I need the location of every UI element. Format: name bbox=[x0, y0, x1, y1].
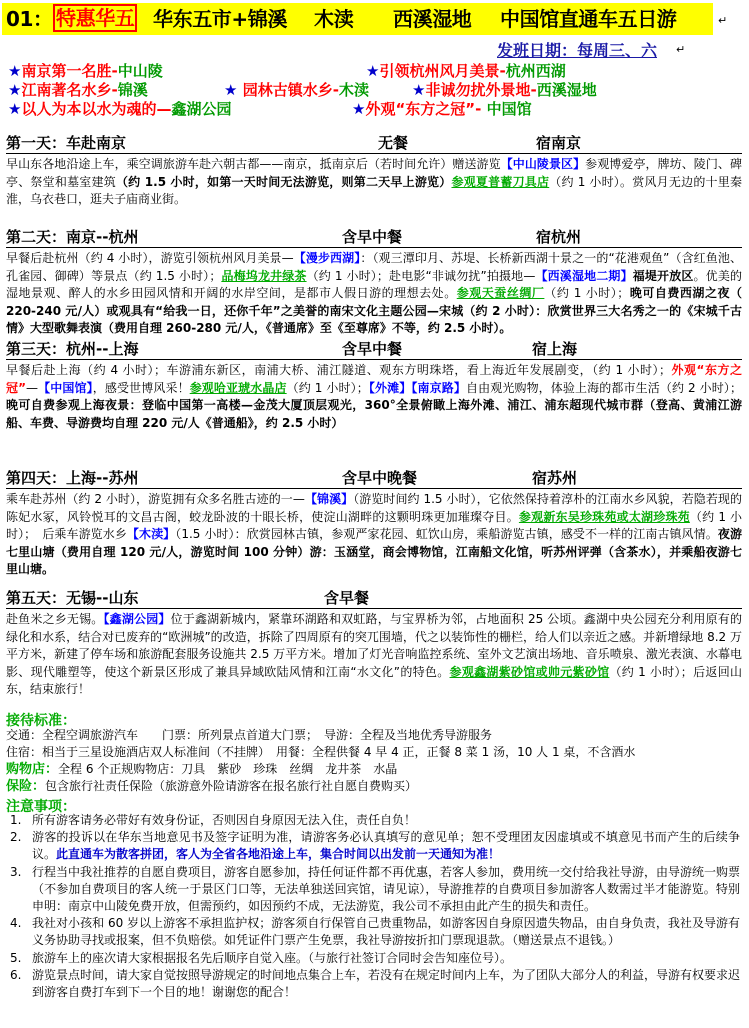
title-main: 华东五市+锦溪 bbox=[153, 7, 287, 31]
star-icon: ★ bbox=[8, 62, 22, 80]
standards-title: 接待标准： bbox=[6, 713, 76, 729]
highlight-item: ★外观“东方之冠”- 中国馆 bbox=[352, 100, 532, 118]
day-header bbox=[6, 339, 742, 360]
note-item: 2. 游客的投诉以在华东当地意见书及签字证明为准，请游客务必认真填写的意见单；恕不受理团友因虚填或不填意见书而产生的后续争议。此直通车为散客拼团，客人为全省各地沿途上车，集合时间以出发前一天通知为准！ bbox=[10, 830, 740, 862]
note-item: 3. 行程当中我社推荐的自愿自费项目，游客自愿参加，持任何证件都不再优惠，若客人参加，费用统一交付给我社导游，由导游统一购票（不参加自费项目的客人统一于景区门口等，无法单独送回宾馆，请见谅），导游推荐的自费项目参加游客人数需过半才能游览。特别申明：南京中山陵免费开放，但需预约，如因预约不成，无法游览，我公司不承担由此产生的损失和责任。 bbox=[10, 864, 741, 914]
day-title: 第四天：上海--苏州 bbox=[6, 469, 139, 487]
shop-link: 参观夏普蓄刀具店 bbox=[451, 174, 550, 189]
highlight-item: ★ 园林古镇水乡-木渎 bbox=[224, 81, 369, 99]
note-item: 5. 旅游车上的座次请大家根据报名先后顺序自觉入座。（与旅行社签订合同时会告知座位号）。 bbox=[10, 950, 513, 965]
shop-link: 品梅坞龙井绿茶 bbox=[221, 268, 307, 283]
spot-name: 【鑫湖公园】 bbox=[103, 612, 171, 626]
day-meal: 含早餐 bbox=[324, 589, 370, 607]
spot-name: 【木渎】 bbox=[126, 527, 176, 542]
spot-name: 【南京路】 bbox=[411, 380, 466, 395]
highlight-item: ★南京第一名胜-中山陵 bbox=[8, 62, 163, 80]
shop-link: 参观哈亚琥水晶店 bbox=[189, 380, 287, 395]
day-3 bbox=[6, 339, 742, 432]
standards-transport: 交通：全程空调旅游汽车 门票：所列景点首道大门票； 导游：全程及当地优秀导游服务 bbox=[6, 728, 493, 742]
day-meal: 含早中晚餐 bbox=[342, 469, 418, 487]
spot-name: 【锦溪】 bbox=[304, 492, 354, 506]
standards-block bbox=[6, 727, 742, 795]
spot-name: 【漫步西湖】 bbox=[293, 251, 361, 265]
day-header bbox=[6, 468, 742, 489]
day-title: 第二天：南京--杭州 bbox=[6, 228, 139, 246]
day-4 bbox=[6, 468, 742, 579]
day-stay: 宿杭州 bbox=[536, 228, 582, 246]
title-prefix: 01： bbox=[6, 7, 53, 31]
spot-name: 【中国馆】 bbox=[38, 380, 93, 395]
star-icon: ★ bbox=[412, 81, 426, 99]
paragraph-mark-icon: ↵ bbox=[718, 14, 728, 27]
day-2 bbox=[6, 227, 742, 338]
title-bar bbox=[2, 3, 713, 35]
title-part2: 木渎 bbox=[314, 7, 354, 31]
standards-insurance: 保险：包含旅行社责任保险（旅游意外险请游客在报名旅行社自愿自费购买） bbox=[6, 779, 418, 794]
note-item: 1. 所有游客请务必带好有效身份证，否则因自身原因无法入住，责任自负！ bbox=[10, 813, 417, 827]
day-header bbox=[6, 133, 742, 154]
star-icon: ★ bbox=[224, 81, 238, 99]
day-description: 早餐后赴杭州（约 4 小时），游览引领杭州风月美景—【漫步西湖】：（观三潭印月、苏堤、长桥新西湖十景之一的“花港观鱼”（含红鱼池、孔雀园、御碑）等景点（约 1.5 小时）；品梅坞龙井绿茶（约 1 小时）；赴电影“非诚勿扰”拍摄地—【西溪湿地二期】福堤开放区。优美的湿地景观、醉人的水乡田园风情和开阔的水岸空间，是都市人假日游的理想去处。参观天蚕丝绸厂（约 1 小时）；晚可自费西湖之夜（ 220-240 元/人）或观具有“给我一日，还你千年”之美誉的南宋文化主题公园—宋城（约 2 小时）：欣赏世界三大名秀之一的《宋城千古情》大型歌舞表演（费用自理 260-280 元/人，《普通席》至《至尊席》不等，约 2.5 小时）。 bbox=[6, 251, 742, 336]
day-stay: 宿苏州 bbox=[532, 469, 578, 487]
standards-stay: 住宿：相当于三星设施酒店双人标准间（不挂牌） 用餐：全程供餐 4 早 4 正，正餐 8 菜 1 汤，10 人 1 桌，不含酒水 bbox=[6, 745, 636, 759]
star-icon: ★ bbox=[8, 81, 22, 99]
day-meal: 含早中餐 bbox=[342, 340, 403, 358]
notes-title: 注意事项： bbox=[6, 799, 76, 815]
star-icon: ★ bbox=[8, 100, 22, 118]
departure-date: 发班日期：每周三、六 bbox=[497, 41, 658, 60]
spot-name: 【中山陵景区】 bbox=[500, 157, 586, 171]
shop-link: 参观天蚕丝绸厂 bbox=[456, 286, 545, 301]
star-icon: ★ bbox=[366, 62, 380, 80]
day-header bbox=[6, 227, 742, 248]
day-description: 赴鱼米之乡无锡。【鑫湖公园】位于鑫湖新城内，紧靠环湖路和双虹路，与宝界桥为邻，占地面积 25 公顷。鑫湖中央公园充分利用原有的绿化和水系，结合对已废弃的“欧洲城”的改造，拆除了四周原有的突兀围墙，代之以装饰性的栅栏，给人们以亲近之感。并新增绿地 8.2 万平方米，新建了停车场和旅游配套服务设施共 2.5 万平方米。增加了灯光音响监控系统、室外文艺演出场地、音乐喷泉、激光表演、水幕电影、现代雕塑等，使这个新景区形成了兼具异域欧陆风情和江南“水文化”的特色。参观鑫湖紫砂馆或帅元紫砂馆（约 1 小时）；后返回山东，结束旅行！ bbox=[6, 612, 742, 697]
day-5 bbox=[6, 588, 742, 699]
highlight-item: ★江南著名水乡-锦溪 bbox=[8, 81, 148, 99]
day-title: 第五天：无锡--山东 bbox=[6, 589, 139, 607]
shop-link: 参观新东吴珍珠苑或太湖珍珠苑 bbox=[518, 509, 690, 524]
highlight-item: ★引领杭州风月美景-杭州西湖 bbox=[366, 62, 566, 80]
title-part4: 中国馆直通车五日游 bbox=[500, 7, 677, 31]
day-stay: 宿南京 bbox=[536, 134, 582, 152]
paragraph-mark-icon: ↵ bbox=[676, 43, 686, 56]
day-1 bbox=[6, 133, 742, 209]
day-title: 第一天：车赴南京 bbox=[6, 134, 127, 152]
day-description: 早餐后赴上海（约 4 小时）；车游浦东新区，南浦大桥、浦江隧道、观东方明珠塔，看上海近年发展剧变，（约 1 小时）；外观“东方之冠”—【中国馆】，感受世博风采！参观哈亚琥水晶店（约 1 小时）；【外滩】【南京路】自由观光购物，体验上海的都市生活（约 2 小时）；晚可自费参观上海夜景：登临中国第一高楼—金茂大厦顶层观光，360°全景俯瞰上海外滩、浦江、浦东超现代城市群（登高、黄浦江游船、车费、导游费均自理 220 元/人《普通船》，约 2.5 小时） bbox=[6, 363, 742, 430]
day-meal: 无餐 bbox=[378, 134, 409, 152]
day-title: 第三天：杭州--上海 bbox=[6, 340, 139, 358]
note-item: 4. 我社对小孩和 60 岁以上游客不承担监护权；游客须自行保管自己贵重物品，如游客因自身原因遗失物品，由自身负责，我社及导游有义务协助寻找或报案，但不负赔偿。如凭证件门票产生免票，我社导游按折扣门票现退款。（赠送景点不退钱。） bbox=[10, 916, 740, 948]
note-item: 6. 游览景点时间，请大家自觉按照导游规定的时间地点集合上车，若没有在规定时间内上车，为了团队大部分人的利益，导游有权要求迟到游客自费打车到下一个目的地！谢谢您的配合！ bbox=[10, 967, 741, 1000]
day-header bbox=[6, 588, 742, 609]
day-description: 乘车赴苏州（约 2 小时），游览拥有众多名胜古迹的一—【锦溪】（游览时间约 1.5 小时），它依然保持着淳朴的江南水乡风貌，若隐若现的陈妃水冢，风铃悦耳的文昌古阁，蛟龙卧波的十眼长桥，使淀山湖畔的这颗明珠更加璀璨夺目。参观新东吴珍珠苑或太湖珍珠苑（约 1 小时）； 后乘车游览水乡【木渎】（1.5 小时）：欣赏园林古镇，参观严家花园、虹饮山房，乘船游览古镇，感受不一样的江南古镇风情。夜游七里山塘（费用自理 120 元/人，游览时间 100 分钟）游：玉涵堂，商会博物馆，江南船文化馆，听苏州评弹（含茶水），并乘船夜游七里山塘。 bbox=[6, 492, 742, 577]
title-boxed: 特惠华五 bbox=[53, 4, 137, 32]
title-part3: 西溪湿地 bbox=[393, 7, 472, 31]
spot-name: 【外滩】 bbox=[368, 380, 412, 395]
highlight-item: ★以人为本以水为魂的—鑫湖公园 bbox=[8, 100, 232, 118]
highlight-item: ★非诚勿扰外景地-西溪湿地 bbox=[412, 81, 597, 99]
day-stay: 宿上海 bbox=[532, 340, 578, 358]
notes-list bbox=[10, 812, 740, 1001]
star-icon: ★ bbox=[352, 100, 366, 118]
standards-shopping: 购物店：全程 6 个正规购物店：刀具 紫砂 珍珠 丝绸 龙井茶 水晶 bbox=[6, 762, 398, 777]
day-description: 早山东各地沿途上车，乘空调旅游车赴六朝古都——南京，抵南京后（若时间允许）赠送游览【中山陵景区】参观博爱亭，牌坊、陵门、碑亭、祭堂和墓室建筑（约 1.5 小时，如第一天时间无法游览，则第二天早上游览）参观夏普蓄刀具店（约 1 小时）。赏风月无边的十里秦淮，乌衣巷口，逛夫子庙商业街。 bbox=[6, 157, 742, 207]
spot-name: 【西溪湿地二期】 bbox=[535, 268, 633, 283]
day-meal: 含早中餐 bbox=[342, 228, 403, 246]
shop-link: 参观鑫湖紫砂馆或帅元紫砂馆 bbox=[449, 664, 610, 679]
